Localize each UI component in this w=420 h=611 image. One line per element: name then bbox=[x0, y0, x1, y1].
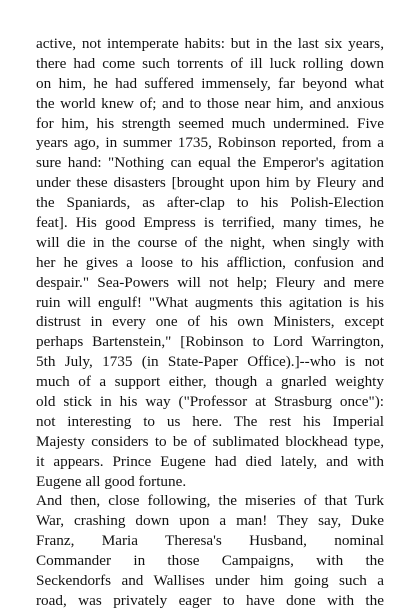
text-line: under these disasters [brought upon him by Fleury and bbox=[36, 174, 384, 192]
text-line: sure hand: "Nothing can equal the Emperor's agitation bbox=[36, 154, 384, 172]
text-line: will die in the course of the night, when singly with bbox=[36, 233, 384, 251]
text-line: not interesting to us here. The rest his Imperial bbox=[36, 412, 384, 430]
text-line: Franz, Maria Theresa's Husband, nominal bbox=[36, 532, 384, 550]
text-line: much of a support either, though a gnarled weighty bbox=[36, 373, 384, 391]
text-line: Majesty considers to be of sublimated blockhead type, bbox=[36, 432, 384, 450]
text-line: road, was privately eager to have done with the bbox=[36, 591, 384, 609]
text-line: And then, close following, the miseries of that Turk bbox=[36, 492, 384, 510]
text-line: years ago, in summer 1735, Robinson reported, from a bbox=[36, 134, 384, 152]
text-line: old stick in his way ("Professor at Strasburg once"): bbox=[36, 393, 384, 411]
text-line: perhaps Bartenstein," [Robinson to Lord Warrington, bbox=[36, 333, 384, 351]
text-line: on him, he had suffered immensely, far beyond what bbox=[36, 74, 384, 92]
paragraph-turk-war bbox=[36, 491, 384, 610]
paragraph-emperor-agitation bbox=[36, 34, 384, 491]
text-line: there had come such torrents of ill luck rolling down bbox=[36, 54, 384, 72]
document-page bbox=[36, 34, 384, 611]
text-line: War, crashing down upon a man! They say, Duke bbox=[36, 512, 384, 530]
text-line: Seckendorfs and Wallises under him going such a bbox=[36, 572, 384, 590]
text-line: Eugene all good fortune. bbox=[36, 472, 187, 490]
text-line: for him, his strength seemed much undermined. Five bbox=[36, 114, 384, 132]
text-line: her he gives a loose to his affliction, confusion and bbox=[36, 253, 384, 271]
text-line: the world knew of; and to those near him, and anxious bbox=[36, 94, 384, 112]
text-line: distrust in every one of his own Ministers, except bbox=[36, 313, 384, 331]
text-line: the Spaniards, as after-clap to his Polish-Election bbox=[36, 194, 384, 212]
text-line: ruin will engulf! "What augments this agitation is his bbox=[36, 293, 384, 311]
text-line: despair." Sea-Powers will not help; Fleury and mere bbox=[36, 273, 384, 291]
text-line: feat]. His good Empress is terrified, many times, he bbox=[36, 214, 384, 232]
text-line: active, not intemperate habits: but in the last six years, bbox=[36, 35, 384, 52]
text-line: 5th July, 1735 (in State-Paper Office).]--who is not bbox=[36, 353, 384, 371]
text-line: Commander in those Campaigns, with the bbox=[36, 552, 384, 570]
text-line: it appears. Prince Eugene had died lately, and with bbox=[36, 452, 384, 470]
